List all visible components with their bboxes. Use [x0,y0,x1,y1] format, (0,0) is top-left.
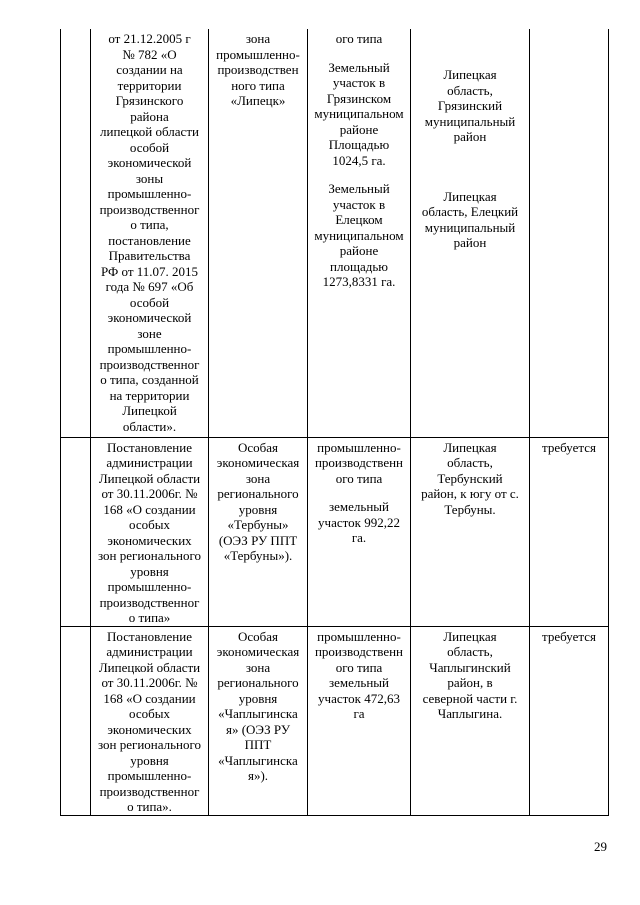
page-number: 29 [594,839,607,854]
legal-act-text: Постановление администрации Липецкой области от 30.11.2006г. № 168 «О создании особых экономических зон регионального уровня промышленно- производственног о типа» [97,439,202,625]
legal-act-cell [91,437,209,626]
location-1-text: Липецкая область, Чаплыгинский район, в северной части г. Чаплыгина. [422,628,518,721]
location-2-text: Липецкая область, Елецкий муниципальный район [421,188,519,250]
zone-type-cell [308,29,411,437]
zone-name-cell [209,626,308,815]
plot-2-text: Земельный участок в Елецком муниципальном районе площадью 1273,8331 га. [314,181,404,289]
location-1-text: Липецкая область, Тербунский район, к югу от с. Тербуны. [421,439,519,517]
plot-1-text: земельный участок 992,22 га. [318,499,400,545]
table-row [61,626,609,815]
location-cell [411,29,530,437]
status-cell [530,29,609,437]
table-row [61,437,609,626]
number-cell [61,437,91,626]
legal-act-cell [91,29,209,437]
location-1-text: Липецкая область, Грязинский муниципальный район [424,67,516,144]
location-cell [411,437,530,626]
zone-type-text: промышленно- производственн ого типа [314,439,404,486]
zone-name-text: зона промышленно- производствен ного типа «Липецк» [216,31,300,108]
zone-type-cell [308,437,411,626]
table-row [61,29,609,437]
zone-name-cell [209,29,308,437]
legal-act-text: от 21.12.2005 г № 782 «О создании на территории Грязинского района липецкой области особой экономической зоны промышленно- производственног о типа, постановление Правительства РФ от 11.07. 2015 года № 697 «Об особой экономической зоне промышленно- производственног о типа, созданной на территории Липецкой области». [99,31,200,434]
zones-table [60,29,609,816]
status-text: требуется [542,439,596,455]
zone-name-text: Особая экономическая зона регионального уровня «Чаплыгинска я» (ОЭЗ РУ ППТ «Чаплыгинска я»). [216,628,300,783]
number-cell [61,29,91,437]
plot-1-text: Земельный участок в Грязинском муниципальном районе Площадью 1024,5 га. [314,59,404,168]
zone-type-text: промышленно- производственн ого типа земельный участок 472,63 га [314,628,404,721]
status-cell [530,437,609,626]
location-cell [411,626,530,815]
number-cell [61,626,91,815]
zone-name-cell [209,437,308,626]
status-text: требуется [542,628,596,644]
legal-act-text: Постановление администрации Липецкой области от 30.11.2006г. № 168 «О создании особых экономических зон регионального уровня промышленно- производственног о типа». [97,628,202,814]
status-cell [530,626,609,815]
zone-type-text: ого типа [335,31,383,46]
zone-name-text: Особая экономическая зона регионального уровня «Тербуны» (ОЭЗ РУ ППТ «Тербуны»). [216,439,300,563]
zone-type-cell [308,626,411,815]
legal-act-cell [91,626,209,815]
